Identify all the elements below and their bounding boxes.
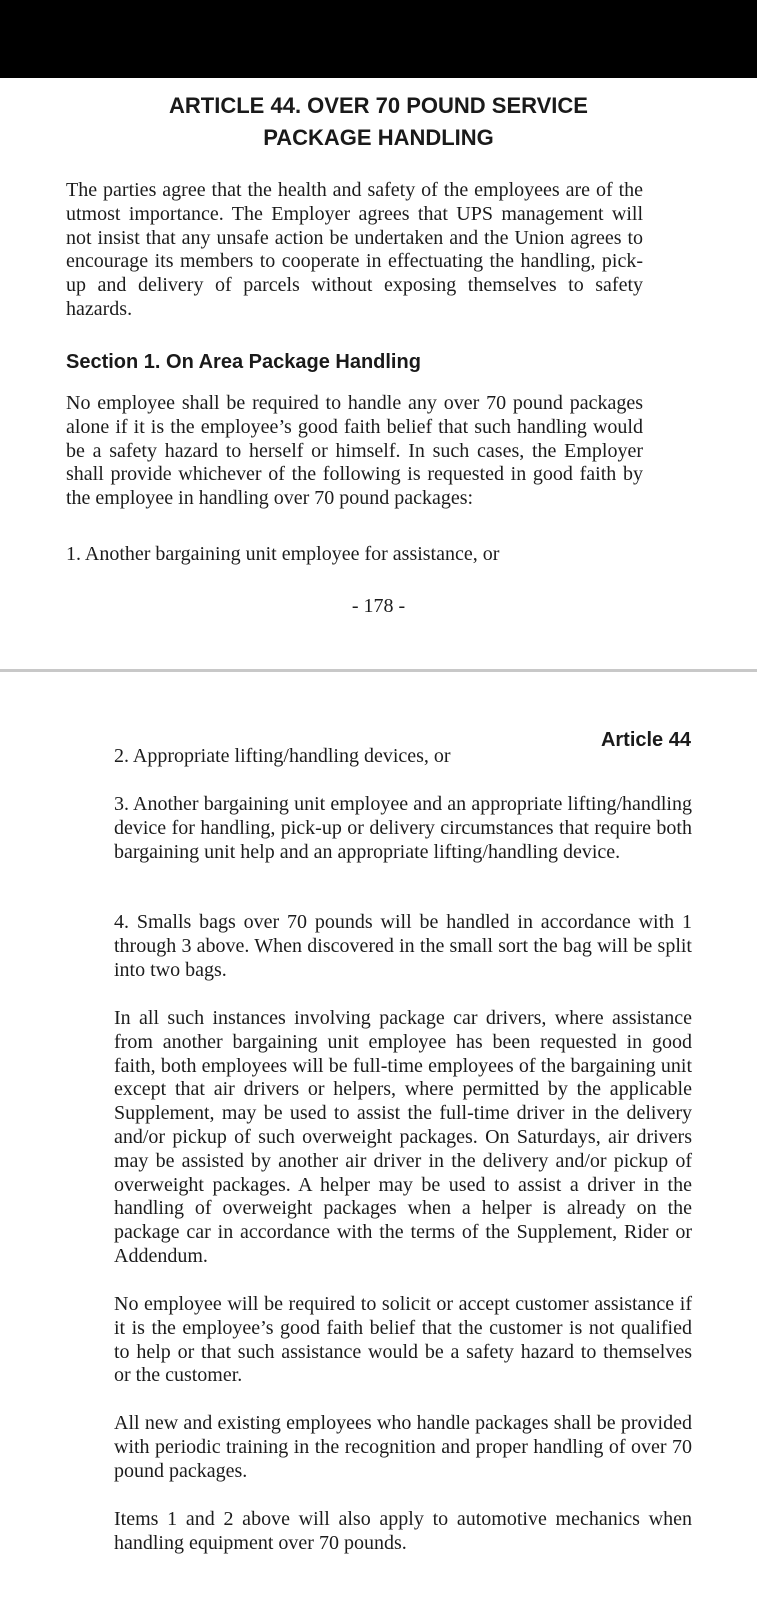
customer-paragraph: No employee will be required to solicit or accept customer assistance if it is the employee’s good faith belief that the customer is not qualified to help or that such assistance would be a safety hazard to themselves or the customer. [114,1293,692,1387]
list-item-3: 3. Another bargaining unit employee and an appropriate lifting/handling device for handling, pick-up or delivery circumstances that require both bargaining unit help and an appropriate lifting/handling device. [114,793,692,863]
list-item-4: 4. Smalls bags over 70 pounds will be handled in accordance with 1 through 3 above. When discovered in the small sort the bag will be split into two bags. [114,911,692,981]
page-number: - 178 - [351,595,406,617]
section-1-paragraph: No employee shall be required to handle any over 70 pound packages alone if it is the employee’s good faith belief that such handling would be a safety hazard to herself or himself. In such cases, the Employer shall provide whichever of the following is requested in good faith by the employee in handling over 70 pound packages: [66,392,643,510]
list-item-1: 1. Another bargaining unit employee for assistance, or [66,543,500,565]
article-title [0,90,757,154]
intro-paragraph: The parties agree that the health and safety of the employees are of the utmost importance. The Employer agrees that UPS management will not insist that any unsafe action be undertaken and the Union agrees to encourage its members to cooperate in effectuating the handling, pick-up and delivery of parcels without exposing themselves to safety hazards. [66,179,643,320]
section-heading: Section 1. On Area Package Handling [66,351,421,373]
article-title-line-2: PACKAGE HANDLING [263,125,494,150]
running-head: Article 44 [600,729,691,751]
drivers-paragraph: In all such instances involving package car drivers, where assistance from another bargaining unit employee has been requested in good faith, both employees will be full-time employees of the bargaining unit except that air drivers or helpers, where permitted by the applicable Supplement, may be used to assist the full-time driver in the delivery and/or pickup of such overweight packages. On Saturdays, air drivers may be assisted by another air driver in the delivery and/or pickup of overweight packages. A helper may be used to assist a driver in the handling of overweight packages when a helper is already on the package car in accordance with the terms of the Supplement, Rider or Addendum. [114,1007,692,1267]
page-divider [0,669,757,672]
list-item-2: 2. Appropriate lifting/handling devices, or [114,745,451,767]
training-paragraph: All new and existing employees who handle packages shall be provided with periodic training in the recognition and proper handling of over 70 pound packages. [114,1412,692,1482]
article-title-line-1: ARTICLE 44. OVER 70 POUND SERVICE [169,93,588,118]
top-black-bar [0,0,757,78]
mechanics-paragraph: Items 1 and 2 above will also apply to automotive mechanics when handling equipment over 70 pounds. [114,1508,692,1554]
